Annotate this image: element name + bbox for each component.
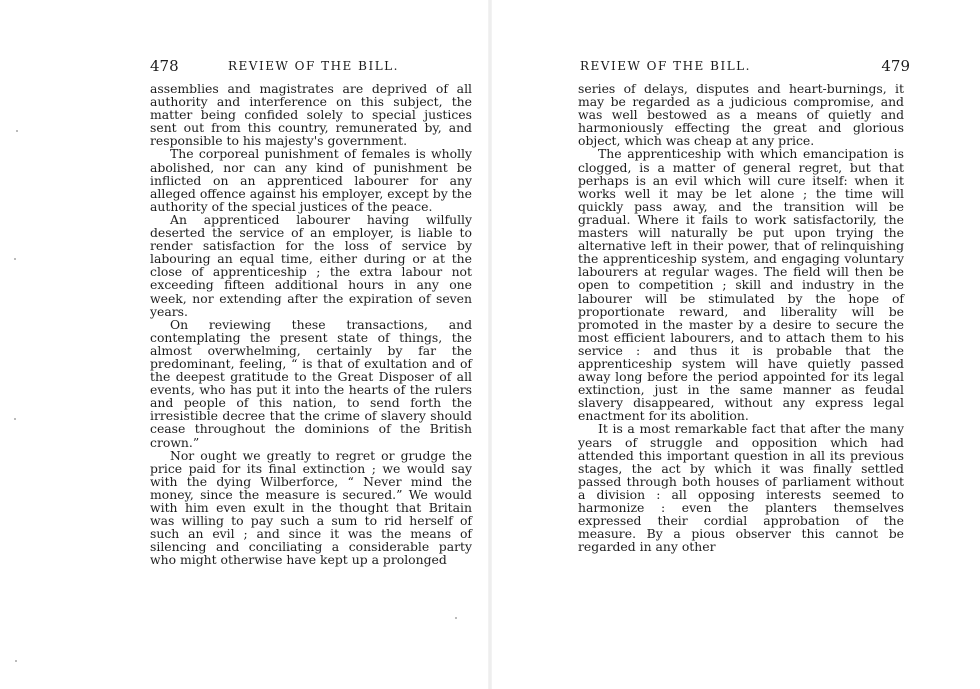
left-running-head [150, 59, 470, 75]
right-body-text [578, 82, 904, 553]
left-paragraph-5: Nor ought we greatly to regret or grudge the price paid for its final extinction ; we would say with the dying Wilberforce, “ Never mind the money, since the measure is secured.” We would with him even exult in the thought that Britain was willing to pay such a sum to rid herself of such an evil ; and since it was the means of silencing and conciliating a considerable party who might otherwise have kept up a prolonged [150, 447, 472, 568]
right-paragraph-2: The apprenticeship with which emancipation is clogged, is a matter of general regret, but that perhaps is an evil which will cure itself: when it works well it may be let alone ; the time will quickly pass away, and the transition will be gradual. Where it fails to work satisfactorily, the masters will naturally be put upon trying the alternative left in their power, that of relinquishing the apprenticeship system, and engaging voluntary labourers at regular wages. The field will then be open to competition ; skill and industry in the labourer will be stimulated by the hope of proportionate reward, and liberality will be promoted in the master by a desire to secure the most efficient labourers, and to attach them to his service : and thus it is probable that the apprenticeship system will have quietly passed away long before the period appointed for its legal extinction, just in the same manner as feudal slavery disappeared, without any express legal enactment for its abolition. [578, 146, 904, 424]
right-paragraph-3: It is a most remarkable fact that after the many years of struggle and opposition which had attended this important question in all its previous stages, the act by which it was finally settled passed through both houses of parliament without a division : all opposing interests seemed to harmonize : even the planters themselves expressed their cordial approbation of the measure. By a pious observer this cannot be regarded in any other [578, 421, 904, 555]
paper-speck [455, 617, 457, 619]
right-running-head [580, 57, 910, 75]
right-paragraph-1: series of delays, disputes and heart-burnings, it may be regarded as a judicious compromise, and was well bestowed as a means of quietly and harmoniously effecting the great and glorious object, which was cheap at any price. [578, 81, 904, 149]
left-paragraph-1: assemblies and magistrates are deprived of all authority and interference on this subject, the matter being confided solely to special justices sent out from this country, remunerated by, and responsible to his majesty's government. [150, 81, 472, 149]
left-paragraph-4: On reviewing these transactions, and contemplating the present state of things, the almost overwhelming, certainly by far the predominant, feeling, “ is that of exultation and of the deepest gratitude to the Great Disposer of all events, who has put it into the hearts of the rulers and people of this nation, to send forth the irresistible decree that the crime of slavery should cease throughout the dominions of the British crown.” [150, 316, 472, 450]
left-paragraph-2: The corporeal punishment of females is wholly abolished, nor can any kind of punishment be inflicted on an apprenticed labourer for any alleged offence against his employer, except by the authority of the special justices of the peace. [150, 146, 472, 214]
right-page-number: 479 [881, 57, 910, 75]
left-paragraph-3: An apprenticed labourer having wilfully deserted the service of an employer, is liable to render satisfaction for the loss of service by labouring an equal time, either during or at the close of apprenticeship ; the extra labour not exceeding fifteen additional hours in any one week, nor extending after the expiration of seven years. [150, 211, 472, 319]
left-body-text [150, 82, 472, 566]
right-running-title: REVIEW OF THE BILL. [580, 59, 751, 73]
paper-speck [14, 418, 16, 420]
left-running-title: REVIEW OF THE BILL. [228, 59, 399, 73]
paper-speck [15, 660, 17, 662]
paper-speck [16, 130, 18, 132]
paper-speck [14, 258, 16, 260]
right-page [490, 0, 980, 689]
left-page-number: 478 [150, 57, 179, 75]
